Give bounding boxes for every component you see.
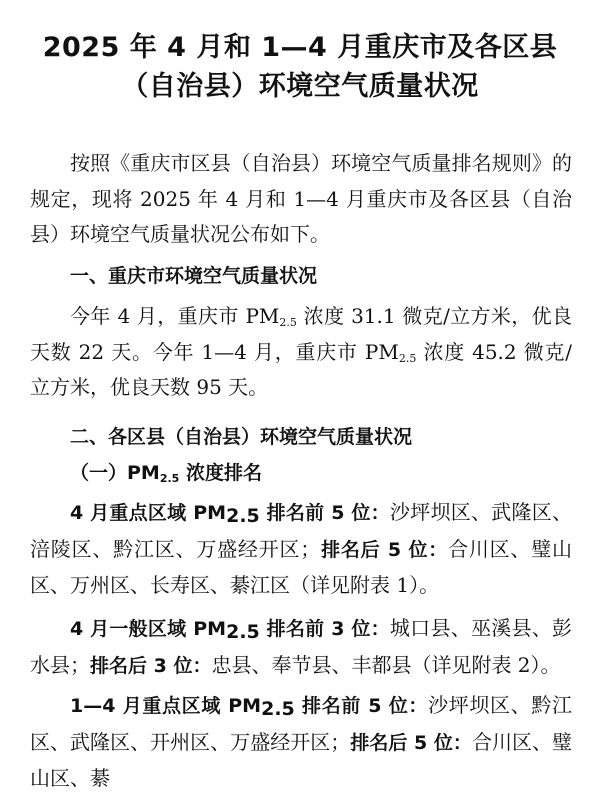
document-title-line-2: （自治县）环境空气质量状况	[121, 71, 479, 102]
april-general-label-a: 4 月一般区域 PM	[70, 618, 227, 640]
section-1-text-b: 浓度 31.1 微克/立方米，优良天数 22 天。今年 1—4 月，重庆市 PM	[30, 304, 573, 364]
subsection-1-heading	[30, 456, 572, 492]
jan-apr-key-label-a: 1—4 月重点区域 PM	[70, 695, 262, 717]
april-general-area-paragraph	[30, 611, 572, 684]
pm-subscript: 2.5	[398, 351, 417, 365]
subsection-1-text-b: 浓度排名	[179, 462, 262, 484]
april-key-label-b: 排名前 5 位：	[259, 502, 390, 524]
april-key-area-paragraph	[30, 495, 572, 604]
april-key-label-a: 4 月重点区域 PM	[70, 502, 227, 524]
subsection-1-text-a: （一）PM	[70, 462, 160, 484]
april-key-bottom-list: 合川区、璧山区、万州区、长寿区、綦江区（详见附表 1）。	[30, 536, 573, 598]
april-general-label-b: 排名前 3 位：	[259, 618, 390, 640]
document-title-line-1: 2025 年 4 月和 1—4 月重庆市及各区县	[42, 32, 558, 63]
jan-apr-key-area-paragraph	[30, 688, 572, 797]
pm-subscript: 2.5	[279, 316, 297, 329]
pm-subscript: 2.5	[261, 698, 295, 720]
april-key-top-list: 沙坪坝区、武隆区、涪陵区、黔江区、万盛经开区；	[30, 500, 572, 561]
april-key-bottom-label: 排名后 5 位：	[320, 538, 449, 561]
section-1-text-c: 浓度 45.2 微克/立方米，优良天数 95 天。	[30, 339, 573, 400]
jan-apr-key-top-list: 沙坪坝区、黔江区、武隆区、开州区、万盛经开区；	[30, 693, 572, 754]
jan-apr-key-label-b: 排名前 5 位：	[294, 695, 429, 717]
pm-subscript: 2.5	[226, 505, 260, 527]
jan-apr-key-bottom-label: 排名后 5 位：	[350, 731, 472, 754]
pm-subscript: 2.5	[159, 472, 180, 485]
jan-apr-key-bottom-list: 合川区、璧山区、綦	[30, 729, 573, 791]
intro-paragraph: 按照《重庆市区县（自治县）环境空气质量排名规则》的规定，现将 2025 年 4 月和 1—4 月重庆市及各区县（自治县）环境空气质量状况公布如下。	[30, 151, 572, 247]
section-1-heading: 一、重庆市环境空气质量状况	[70, 265, 318, 287]
section-1-text-a: 今年 4 月，重庆市 PM	[70, 304, 280, 328]
april-general-bottom-list: 忠县、奉节县、丰都县（详见附表 2）。	[211, 652, 561, 677]
section-2-heading: 二、各区县（自治县）环境空气质量状况	[70, 426, 413, 448]
pm-subscript: 2.5	[226, 621, 260, 643]
section-1-paragraph	[30, 299, 572, 406]
april-general-top-list: 城口县、巫溪县、彭水县；	[30, 616, 572, 677]
april-general-bottom-label: 排名后 3 位：	[90, 654, 212, 677]
